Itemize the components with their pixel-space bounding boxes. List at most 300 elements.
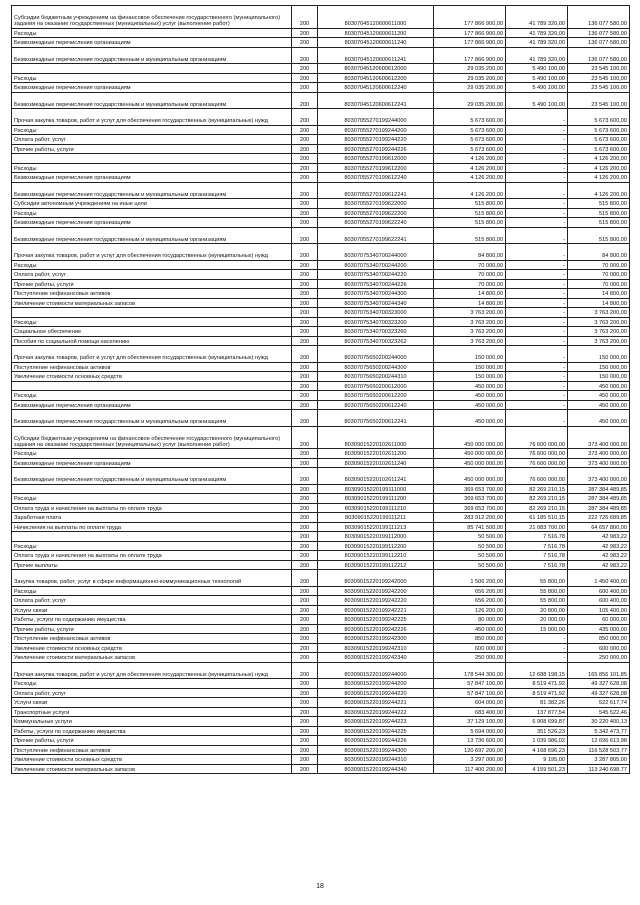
row-kbk-code: 80309015220199244000 (318, 662, 434, 679)
table-row (12, 410, 630, 427)
row-admin-code: 200 (292, 503, 318, 513)
row-admin-code: 200 (292, 135, 318, 145)
row-kbk-code: 80309015220199112212 (318, 560, 434, 570)
row-executed-amount: 4 159 501,23 (506, 764, 568, 774)
table-row (12, 73, 630, 83)
row-admin-code: 200 (292, 484, 318, 494)
row-admin-code: 200 (292, 346, 318, 363)
row-executed-amount: - (506, 173, 568, 183)
row-kbk-code: 80309015220199111200 (318, 494, 434, 504)
row-admin-code: 200 (292, 182, 318, 199)
row-remaining-amount: 5 673 600,00 (568, 144, 630, 154)
row-admin-code: 200 (292, 560, 318, 570)
row-remaining-amount: 49 327 628,08 (568, 679, 630, 689)
row-name: Расходы (12, 28, 292, 38)
row-remaining-amount: 600 000,00 (568, 643, 630, 653)
table-row (12, 47, 630, 64)
row-kbk-code: 80307075340700244300 (318, 289, 434, 299)
row-admin-code: 200 (292, 726, 318, 736)
row-kbk-code: 80309015220199242310 (318, 643, 434, 653)
row-kbk-code: 80309015220199242200 (318, 586, 434, 596)
row-plan-amount: 683 400,00 (434, 707, 506, 717)
table-row (12, 570, 630, 587)
row-remaining-amount: 545 522,46 (568, 707, 630, 717)
row-kbk-code: 80309015220199242220 (318, 596, 434, 606)
table-row (12, 125, 630, 135)
row-admin-code: 200 (292, 494, 318, 504)
row-plan-amount: 515 800,00 (434, 199, 506, 209)
table-row (12, 362, 630, 372)
row-name: Расходы (12, 586, 292, 596)
row-admin-code: 200 (292, 64, 318, 74)
row-admin-code: 200 (292, 372, 318, 382)
row-executed-amount: - (506, 279, 568, 289)
row-kbk-code: 80309015220199244223 (318, 717, 434, 727)
row-kbk-code: 80309015220199242000 (318, 570, 434, 587)
row-executed-amount: 7 516,78 (506, 551, 568, 561)
row-executed-amount: 5 490 100,00 (506, 64, 568, 74)
table-row (12, 736, 630, 746)
budget-report-page (11, 5, 629, 774)
row-kbk-code: 80307075340700323200 (318, 317, 434, 327)
row-remaining-amount: 515 800,00 (568, 218, 630, 228)
row-kbk-code: 80307045120600612200 (318, 73, 434, 83)
table-row (12, 218, 630, 228)
row-name: Субсидии бюджетным учреждениям на финансовое обеспечение государственного (муниципального) задания на оказание государственных (муниципальных) услуг (выполнение работ) (12, 426, 292, 449)
table-row (12, 38, 630, 48)
row-executed-amount: 76 600 000,00 (506, 458, 568, 468)
table-row (12, 662, 630, 679)
row-admin-code: 200 (292, 125, 318, 135)
row-plan-amount: 369 653 700,00 (434, 494, 506, 504)
row-executed-amount: - (506, 634, 568, 644)
table-row (12, 28, 630, 38)
row-name: Прочие работы, услуги (12, 279, 292, 289)
row-remaining-amount: 222 726 689,85 (568, 513, 630, 523)
row-kbk-code: 80309015220199111210 (318, 503, 434, 513)
row-admin-code: 200 (292, 532, 318, 542)
row-plan-amount: 120 697 200,00 (434, 745, 506, 755)
row-executed-amount: - (506, 135, 568, 145)
row-plan-amount: 5 673 600,00 (434, 125, 506, 135)
row-kbk-code: 80307075650200612200 (318, 391, 434, 401)
row-admin-code: 200 (292, 298, 318, 308)
row-executed-amount: - (506, 643, 568, 653)
row-executed-amount: - (506, 154, 568, 164)
row-admin-code: 200 (292, 279, 318, 289)
row-admin-code: 200 (292, 551, 318, 561)
row-kbk-code: 80307055270199612240 (318, 173, 434, 183)
row-kbk-code: 80307055270199244220 (318, 135, 434, 145)
row-admin-code: 200 (292, 244, 318, 261)
row-executed-amount: 9 195,00 (506, 755, 568, 765)
row-plan-amount: 3 763 200,00 (434, 336, 506, 346)
row-plan-amount: 3 763 200,00 (434, 317, 506, 327)
row-plan-amount: 515 800,00 (434, 208, 506, 218)
row-remaining-amount: 5 342 473,77 (568, 726, 630, 736)
row-kbk-code: 80307075340700323000 (318, 308, 434, 318)
row-plan-amount: 117 400 200,00 (434, 764, 506, 774)
row-plan-amount: 50 500,00 (434, 532, 506, 542)
table-row (12, 522, 630, 532)
table-row (12, 426, 630, 449)
row-executed-amount: 5 490 100,00 (506, 92, 568, 109)
row-name: Прочие работы, услуги (12, 144, 292, 154)
row-executed-amount: 8 519 471,92 (506, 679, 568, 689)
row-kbk-code: 80309015220102611241 (318, 468, 434, 485)
row-admin-code: 200 (292, 208, 318, 218)
row-admin-code: 200 (292, 615, 318, 625)
row-name: Расходы (12, 494, 292, 504)
row-kbk-code: 80309015220102611000 (318, 426, 434, 449)
row-remaining-amount: 136 077 580,00 (568, 47, 630, 64)
row-kbk-code: 80307045120600611000 (318, 6, 434, 29)
row-kbk-code: 80307075650200612241 (318, 410, 434, 427)
row-remaining-amount: 450 000,00 (568, 410, 630, 427)
page-number: 18 (316, 883, 324, 890)
row-remaining-amount: 600 400,00 (568, 596, 630, 606)
table-row (12, 372, 630, 382)
row-remaining-amount: 600 400,00 (568, 586, 630, 596)
row-name: Безвозмездные перечисления государственным и муниципальным организациям (12, 227, 292, 244)
row-name: Расходы (12, 679, 292, 689)
table-row (12, 634, 630, 644)
row-kbk-code: 80309015220102611240 (318, 458, 434, 468)
row-remaining-amount: 250 000,00 (568, 653, 630, 663)
table-row (12, 92, 630, 109)
row-name: Расходы (12, 260, 292, 270)
row-remaining-amount: 5 673 600,00 (568, 109, 630, 126)
row-admin-code: 200 (292, 144, 318, 154)
row-executed-amount: 7 516,78 (506, 532, 568, 542)
row-kbk-code: 80307055270199622200 (318, 208, 434, 218)
row-admin-code: 200 (292, 745, 318, 755)
row-remaining-amount: 4 126 200,00 (568, 182, 630, 199)
row-remaining-amount: 14 800,00 (568, 298, 630, 308)
row-remaining-amount: 42 983,22 (568, 560, 630, 570)
row-kbk-code: 80309015220199242221 (318, 605, 434, 615)
table-row (12, 494, 630, 504)
row-plan-amount: 450 000 000,00 (434, 449, 506, 459)
row-executed-amount: 15 000,00 (506, 624, 568, 634)
row-plan-amount: 14 800,00 (434, 298, 506, 308)
row-kbk-code: 80309015220199112200 (318, 541, 434, 551)
row-executed-amount: 7 516,78 (506, 560, 568, 570)
table-row (12, 346, 630, 363)
row-plan-amount: 84 800,00 (434, 244, 506, 261)
table-row (12, 643, 630, 653)
table-row (12, 400, 630, 410)
table-row (12, 270, 630, 280)
row-plan-amount: 3 763 200,00 (434, 308, 506, 318)
row-admin-code: 200 (292, 662, 318, 679)
row-plan-amount: 70 000,00 (434, 260, 506, 270)
table-row (12, 64, 630, 74)
row-kbk-code: 80309015220199242225 (318, 615, 434, 625)
row-admin-code: 200 (292, 400, 318, 410)
row-name: Поступление нефинансовых активов (12, 634, 292, 644)
row-executed-amount: 82 269 210,15 (506, 503, 568, 513)
table-row (12, 244, 630, 261)
row-remaining-amount: 136 077 580,00 (568, 28, 630, 38)
row-admin-code: 200 (292, 698, 318, 708)
row-name: Безвозмездные перечисления государственным и муниципальным организациям (12, 468, 292, 485)
row-name: Безвозмездные перечисления организациям (12, 458, 292, 468)
row-name: Расходы (12, 208, 292, 218)
row-name: Прочая закупка товаров, работ и услуг для обеспечения государственных (муниципальных) нужд (12, 109, 292, 126)
table-row (12, 679, 630, 689)
table-row (12, 336, 630, 346)
row-kbk-code: 80307075650200612240 (318, 400, 434, 410)
row-plan-amount: 850 000,00 (434, 634, 506, 644)
row-admin-code: 200 (292, 513, 318, 523)
table-row (12, 726, 630, 736)
row-kbk-code: 80307075340700244220 (318, 270, 434, 280)
table-row (12, 458, 630, 468)
row-remaining-amount: 850 000,00 (568, 634, 630, 644)
row-name: Начисления на выплаты по оплате труда (12, 522, 292, 532)
row-name: Прочая закупка товаров, работ и услуг для обеспечения государственных (муниципальных) нужд (12, 346, 292, 363)
row-plan-amount: 177 866 900,00 (434, 6, 506, 29)
row-kbk-code: 80307075340700244226 (318, 279, 434, 289)
row-remaining-amount: 450 000,00 (568, 400, 630, 410)
row-admin-code: 200 (292, 270, 318, 280)
row-remaining-amount: 4 126 200,00 (568, 173, 630, 183)
row-admin-code: 200 (292, 653, 318, 663)
row-admin-code: 200 (292, 92, 318, 109)
row-kbk-code: 80309015220199244226 (318, 736, 434, 746)
row-name: Пособия по социальной помощи населению (12, 336, 292, 346)
row-kbk-code: 80309015220199244340 (318, 764, 434, 774)
row-executed-amount: 82 269 210,15 (506, 484, 568, 494)
row-plan-amount: 450 000,00 (434, 410, 506, 427)
row-plan-amount: 369 653 700,00 (434, 484, 506, 494)
table-row (12, 208, 630, 218)
table-row (12, 327, 630, 337)
row-name: Безвозмездные перечисления организациям (12, 400, 292, 410)
row-executed-amount: - (506, 653, 568, 663)
row-name: Безвозмездные перечисления государственным и муниципальным организациям (12, 182, 292, 199)
row-remaining-amount: 515 800,00 (568, 199, 630, 209)
row-remaining-amount: 287 384 489,85 (568, 494, 630, 504)
row-remaining-amount: 373 400 000,00 (568, 426, 630, 449)
row-plan-amount: 4 126 200,00 (434, 154, 506, 164)
row-executed-amount: 81 382,26 (506, 698, 568, 708)
row-name: Поступление нефинансовых активов (12, 745, 292, 755)
row-admin-code: 200 (292, 317, 318, 327)
table-row (12, 227, 630, 244)
row-admin-code: 200 (292, 458, 318, 468)
row-remaining-amount: 150 000,00 (568, 346, 630, 363)
row-name (12, 532, 292, 542)
row-remaining-amount: 4 126 200,00 (568, 154, 630, 164)
row-plan-amount: 3 763 200,00 (434, 327, 506, 337)
row-remaining-amount: 150 000,00 (568, 362, 630, 372)
row-admin-code: 200 (292, 260, 318, 270)
row-kbk-code: 80307045120600612000 (318, 64, 434, 74)
row-admin-code: 200 (292, 449, 318, 459)
row-name: Расходы (12, 163, 292, 173)
row-name: Расходы (12, 541, 292, 551)
row-executed-amount: 55 800,00 (506, 570, 568, 587)
table-row (12, 624, 630, 634)
row-name: Увеличение стоимости материальных запасов (12, 764, 292, 774)
row-executed-amount: - (506, 372, 568, 382)
row-remaining-amount: 70 000,00 (568, 260, 630, 270)
row-remaining-amount: 64 657 800,00 (568, 522, 630, 532)
table-row (12, 551, 630, 561)
table-row (12, 484, 630, 494)
row-plan-amount: 14 800,00 (434, 289, 506, 299)
row-remaining-amount: 12 696 613,98 (568, 736, 630, 746)
table-row (12, 653, 630, 663)
row-executed-amount: - (506, 208, 568, 218)
row-plan-amount: 450 000,00 (434, 400, 506, 410)
row-remaining-amount: 113 240 698,77 (568, 764, 630, 774)
row-remaining-amount: 23 545 100,00 (568, 64, 630, 74)
row-kbk-code: 80307055270199612241 (318, 182, 434, 199)
table-row (12, 381, 630, 391)
row-kbk-code: 80307055270199622241 (318, 227, 434, 244)
row-kbk-code: 80307055270199622240 (318, 218, 434, 228)
row-name: Расходы (12, 449, 292, 459)
row-name: Услуги связи (12, 698, 292, 708)
row-name (12, 64, 292, 74)
row-plan-amount: 515 800,00 (434, 218, 506, 228)
row-plan-amount: 70 000,00 (434, 279, 506, 289)
row-admin-code: 200 (292, 289, 318, 299)
row-executed-amount: 55 800,00 (506, 596, 568, 606)
row-plan-amount: 29 035 200,00 (434, 73, 506, 83)
row-admin-code: 200 (292, 541, 318, 551)
row-name: Увеличение стоимости материальных запасов (12, 653, 292, 663)
row-kbk-code: 80309015220199112210 (318, 551, 434, 561)
row-kbk-code: 80307045120600611200 (318, 28, 434, 38)
row-executed-amount: - (506, 298, 568, 308)
row-kbk-code: 80309015220199242226 (318, 624, 434, 634)
row-name: Услуги связи (12, 605, 292, 615)
row-admin-code: 200 (292, 679, 318, 689)
row-plan-amount: 4 126 200,00 (434, 182, 506, 199)
row-remaining-amount: 42 983,22 (568, 532, 630, 542)
row-remaining-amount: 116 528 503,77 (568, 745, 630, 755)
table-row (12, 199, 630, 209)
row-kbk-code: 80309015220199244200 (318, 679, 434, 689)
row-executed-amount: - (506, 182, 568, 199)
row-admin-code: 200 (292, 308, 318, 318)
expenditure-table (11, 5, 630, 774)
row-kbk-code: 80307055270199244226 (318, 144, 434, 154)
row-remaining-amount: 3 763 200,00 (568, 336, 630, 346)
row-admin-code: 200 (292, 163, 318, 173)
row-remaining-amount: 287 384 489,85 (568, 484, 630, 494)
row-remaining-amount: 42 983,22 (568, 551, 630, 561)
table-row (12, 289, 630, 299)
row-name: Оплата работ, услуг (12, 270, 292, 280)
row-admin-code: 200 (292, 109, 318, 126)
table-row (12, 688, 630, 698)
row-kbk-code: 80307055270199612000 (318, 154, 434, 164)
row-kbk-code: 80309015220199242300 (318, 634, 434, 644)
table-row (12, 260, 630, 270)
row-name (12, 308, 292, 318)
row-admin-code: 200 (292, 73, 318, 83)
row-executed-amount: - (506, 400, 568, 410)
row-name: Прочая закупка товаров, работ и услуг для обеспечения государственных (муниципальных) нужд (12, 662, 292, 679)
row-executed-amount: - (506, 218, 568, 228)
row-executed-amount: 41 789 320,00 (506, 28, 568, 38)
table-row (12, 182, 630, 199)
row-name: Оплата работ, услуг (12, 688, 292, 698)
row-plan-amount: 80 000,00 (434, 615, 506, 625)
row-kbk-code: 80307075340700244000 (318, 244, 434, 261)
row-executed-amount: - (506, 109, 568, 126)
row-admin-code: 200 (292, 6, 318, 29)
row-kbk-code: 80307055270199612200 (318, 163, 434, 173)
row-plan-amount: 29 035 200,00 (434, 64, 506, 74)
row-name: Оплата работ, услуг (12, 135, 292, 145)
row-kbk-code: 80307075650200244310 (318, 372, 434, 382)
row-name: Прочие работы, услуги (12, 624, 292, 634)
row-admin-code: 200 (292, 643, 318, 653)
row-plan-amount: 283 912 200,00 (434, 513, 506, 523)
row-executed-amount: - (506, 391, 568, 401)
row-remaining-amount: 23 545 100,00 (568, 73, 630, 83)
row-admin-code: 200 (292, 468, 318, 485)
row-admin-code: 200 (292, 336, 318, 346)
row-admin-code: 200 (292, 154, 318, 164)
row-remaining-amount: 70 000,00 (568, 279, 630, 289)
row-admin-code: 200 (292, 38, 318, 48)
row-plan-amount: 515 800,00 (434, 227, 506, 244)
row-name: Увеличение стоимости основных средств (12, 643, 292, 653)
row-executed-amount: 4 168 696,23 (506, 745, 568, 755)
row-admin-code: 200 (292, 688, 318, 698)
row-plan-amount: 5 673 600,00 (434, 109, 506, 126)
row-executed-amount: 6 908 699,87 (506, 717, 568, 727)
table-row (12, 163, 630, 173)
row-executed-amount: 20 800,00 (506, 605, 568, 615)
row-executed-amount: - (506, 308, 568, 318)
row-remaining-amount: 3 763 200,00 (568, 327, 630, 337)
row-name: Безвозмездные перечисления организациям (12, 83, 292, 93)
row-admin-code: 200 (292, 227, 318, 244)
table-row (12, 449, 630, 459)
row-executed-amount: - (506, 410, 568, 427)
row-executed-amount: - (506, 327, 568, 337)
table-row (12, 391, 630, 401)
row-name: Поступление нефинансовых активов (12, 362, 292, 372)
row-plan-amount: 450 000 000,00 (434, 426, 506, 449)
row-kbk-code: 80307045120600612241 (318, 92, 434, 109)
row-remaining-amount: 84 800,00 (568, 244, 630, 261)
row-executed-amount: 76 600 000,00 (506, 449, 568, 459)
row-name: Расходы (12, 73, 292, 83)
table-row (12, 541, 630, 551)
row-remaining-amount: 5 673 600,00 (568, 135, 630, 145)
row-name: Оплата труда и начисления на выплаты по оплате труда (12, 503, 292, 513)
table-row (12, 109, 630, 126)
table-row (12, 755, 630, 765)
row-plan-amount: 3 297 000,00 (434, 755, 506, 765)
row-plan-amount: 50 500,00 (434, 560, 506, 570)
row-admin-code: 200 (292, 570, 318, 587)
row-executed-amount: 41 789 320,00 (506, 6, 568, 29)
row-kbk-code: 80309015220199244310 (318, 755, 434, 765)
row-name: Социальное обеспечение (12, 327, 292, 337)
table-row (12, 586, 630, 596)
row-plan-amount: 13 736 600,00 (434, 736, 506, 746)
